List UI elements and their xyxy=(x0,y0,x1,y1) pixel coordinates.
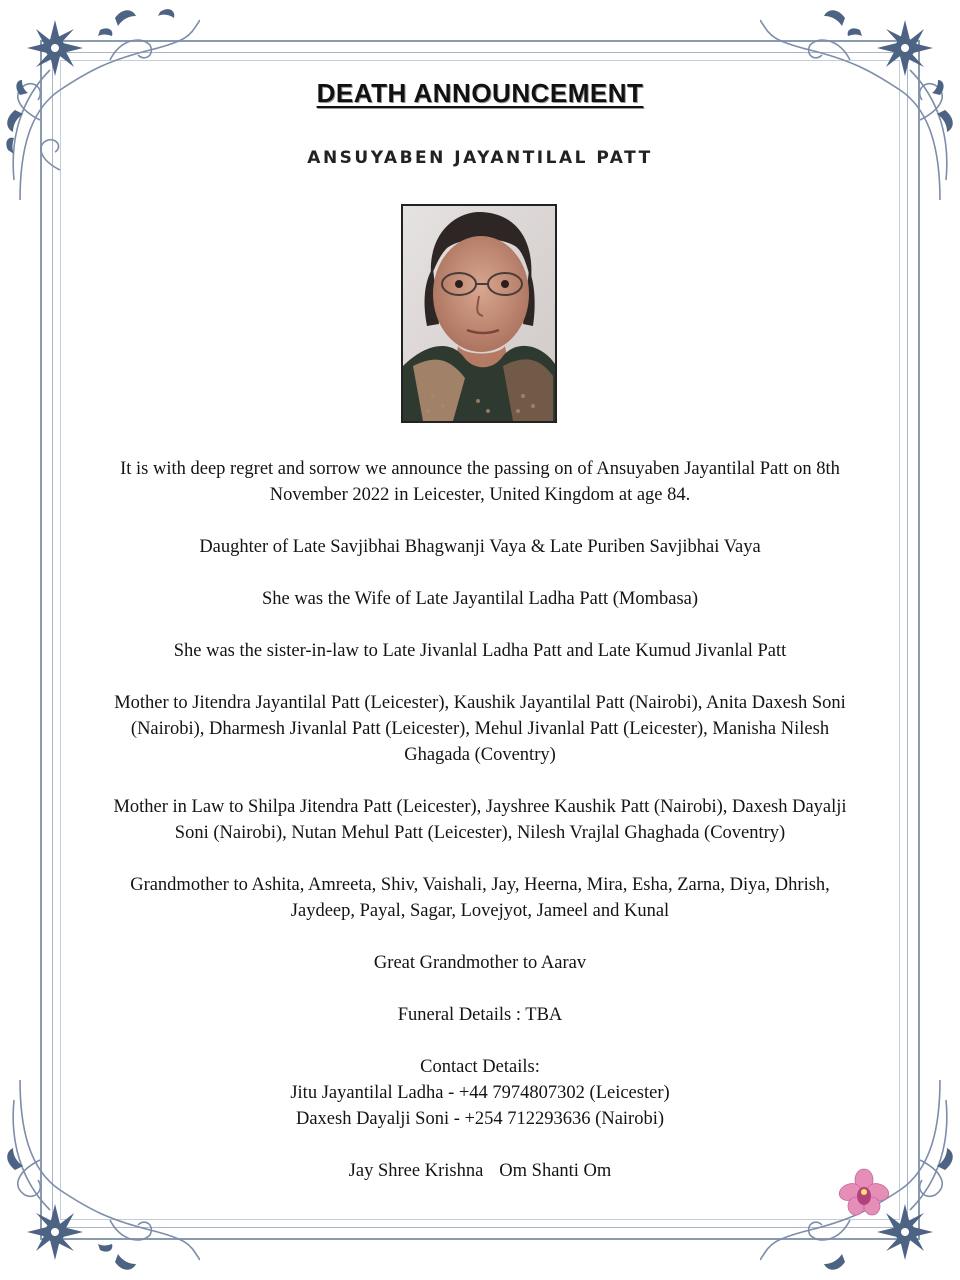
wife-paragraph: She was the Wife of Late Jayantilal Ladha Patt (Mombasa) xyxy=(261,589,699,609)
sister-in-law-paragraph: She was the sister-in-law to Late Jivanlal Ladha Patt and Late Kumud Jivanlal Patt xyxy=(173,641,787,661)
page-title: DEATH ANNOUNCEMENT xyxy=(316,78,644,108)
portrait-photo xyxy=(401,204,557,423)
closing-left: Jay Shree Krishna xyxy=(348,1161,484,1181)
contact-line-1: Jitu Jayantilal Ladha - +44 7974807302 (Leicester) xyxy=(290,1083,670,1103)
great-grandmother-paragraph: Great Grandmother to Aarav xyxy=(373,953,587,973)
mother-in-law-paragraph: Mother in Law to Shilpa Jitendra Patt (Leicester), Jayshree Kaushik Patt (Nairobi), Daxesh Dayalji Soni (Nairobi), Nutan Mehul Patt (Leicester), Nilesh Vrajlal Ghaghada (Coventry) xyxy=(113,797,847,843)
deceased-name: ANSUYABEN JAYANTILAL PATT xyxy=(307,148,653,168)
contact-details xyxy=(100,1054,860,1132)
intro-paragraph: It is with deep regret and sorrow we announce the passing on of Ansuyaben Jayantilal Patt on 8th November 2022 in Leicester, United Kingdom at age 84. xyxy=(120,459,840,505)
announcement-body xyxy=(100,456,860,1210)
contact-line-2: Daxesh Dayalji Soni - +254 712293636 (Nairobi) xyxy=(295,1109,665,1129)
daughter-paragraph: Daughter of Late Savjibhai Bhagwanji Vaya & Late Puriben Savjibhai Vaya xyxy=(199,537,761,557)
contact-heading: Contact Details: xyxy=(420,1057,540,1077)
closing-right: Om Shanti Om xyxy=(499,1161,612,1181)
closing-blessing xyxy=(100,1158,860,1184)
funeral-details: Funeral Details : TBA xyxy=(397,1005,563,1025)
grandmother-paragraph: Grandmother to Ashita, Amreeta, Shiv, Vaishali, Jay, Heerna, Mira, Esha, Zarna, Diya, Dhrish, Jaydeep, Payal, Sagar, Lovejyot, Jameel and Kunal xyxy=(130,875,830,921)
mother-paragraph: Mother to Jitendra Jayantilal Patt (Leicester), Kaushik Jayantilal Patt (Nairobi), Anita Daxesh Soni (Nairobi), Dharmesh Jivanlal Patt (Leicester), Mehul Jivanlal Patt (Leicester), Manisha Nilesh Ghagada (Coventry) xyxy=(114,693,846,765)
